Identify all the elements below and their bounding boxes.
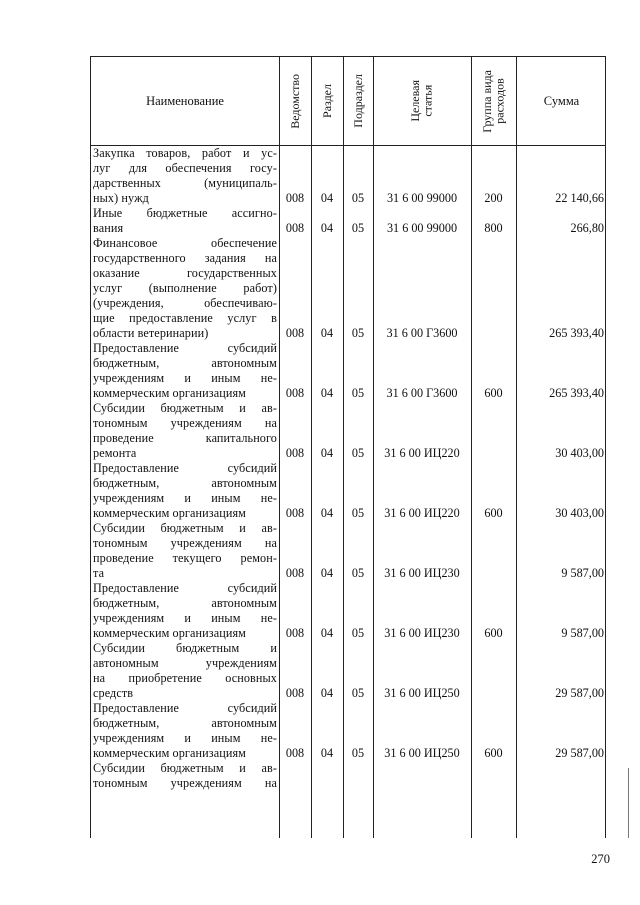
cell-ved: 008 (285, 746, 305, 760)
row-name-line: Предоставление субсидий (93, 461, 277, 475)
row-name-line: тономным учреждениям на (93, 416, 277, 430)
row-name-line: вания (93, 221, 124, 235)
cell-cel: 31 6 00 ИЦ220 (384, 506, 460, 520)
cell-sum: 9 587,00 (561, 626, 604, 640)
cell-cel: 31 6 00 99000 (386, 221, 458, 235)
header-podrazdel-label: Подраздел (350, 74, 365, 128)
header-cel-label: Целевая статья (408, 80, 435, 122)
row-name-line: Иные бюджетные ассигно- (93, 206, 277, 220)
row-name-line: та (93, 566, 105, 580)
cell-sum: 30 403,00 (555, 446, 604, 460)
row-name-line: средств (93, 686, 134, 700)
cell-ved: 008 (285, 446, 305, 460)
cell-cel: 31 6 00 Г3600 (386, 326, 458, 340)
row-name-line: луг для обеспечения госу- (93, 161, 277, 175)
cell-grp: 600 (484, 386, 503, 400)
cell-cel: 31 6 00 ИЦ220 (384, 446, 460, 460)
cell-ved: 008 (285, 686, 305, 700)
cell-sum: 30 403,00 (555, 506, 604, 520)
header-podrazdel (343, 57, 373, 145)
cell-ved: 008 (285, 566, 305, 580)
cell-razdel: 04 (320, 686, 334, 700)
cell-cel (373, 776, 471, 791)
row-name-line: автономным учреждениям (93, 656, 277, 670)
cell-podrazdel: 05 (351, 746, 365, 760)
row-name-line: тономным учреждениям на (93, 536, 277, 550)
cell-grp (471, 686, 516, 701)
cell-sum: 265 393,40 (549, 326, 604, 340)
cell-sum: 29 587,00 (555, 686, 604, 700)
row-name-line: Предоставление субсидий (93, 581, 277, 595)
row-name-line: на приобретение основных (93, 671, 277, 685)
cell-podrazdel: 05 (351, 506, 365, 520)
budget-table (90, 56, 606, 838)
row-name-line: (учреждения, обеспечиваю- (93, 296, 277, 310)
cell-razdel: 04 (320, 191, 334, 205)
row-name-line: ремонта (93, 446, 137, 460)
cell-razdel: 04 (320, 446, 334, 460)
row-name-line: Субсидии бюджетным и ав- (93, 761, 277, 775)
cell-podrazdel: 05 (351, 566, 365, 580)
cell-podrazdel: 05 (351, 446, 365, 460)
cell-ved (279, 776, 311, 791)
cell-ved: 008 (285, 326, 305, 340)
row-name-line: Субсидии бюджетным и (93, 641, 277, 655)
row-name-line: оказание государственных (93, 266, 277, 280)
cell-razdel: 04 (320, 386, 334, 400)
row-name-line: щие предоставление услуг в (93, 311, 277, 325)
cell-cel: 31 6 00 99000 (386, 191, 458, 205)
cell-podrazdel: 05 (351, 326, 365, 340)
header-razdel (311, 57, 343, 145)
row-name-line: проведение капитального (93, 431, 277, 445)
cell-ved: 008 (285, 221, 305, 235)
cell-ved: 008 (285, 386, 305, 400)
row-name-line: учреждениям и иным не- (93, 491, 277, 505)
row-name-line: учреждениям и иным не- (93, 731, 277, 745)
cell-sum: 265 393,40 (549, 386, 604, 400)
cell-sum: 9 587,00 (561, 566, 604, 580)
cell-cel: 31 6 00 ИЦ250 (384, 686, 460, 700)
header-name: Наименование (146, 93, 224, 108)
cell-grp: 600 (484, 746, 503, 760)
row-name-line: услуг (выполнение работ) (93, 281, 277, 295)
cell-sum (516, 776, 604, 791)
cell-grp (471, 446, 516, 461)
row-name-line: ных) нужд (93, 191, 149, 205)
cell-grp: 800 (484, 221, 503, 235)
cell-podrazdel: 05 (351, 626, 365, 640)
cell-sum: 266,80 (570, 221, 604, 235)
cell-podrazdel: 05 (351, 386, 365, 400)
header-cel (373, 57, 471, 145)
row-name-line: Предоставление субсидий (93, 701, 277, 715)
cell-grp (471, 566, 516, 581)
cell-cel: 31 6 00 ИЦ230 (384, 626, 460, 640)
cell-ved: 008 (285, 626, 305, 640)
cell-razdel: 04 (320, 626, 334, 640)
row-name-line: тономным учреждениям на (93, 776, 277, 790)
row-name-line: учреждениям и иным не- (93, 611, 277, 625)
cell-podrazdel: 05 (351, 686, 365, 700)
cell-cel: 31 6 00 Г3600 (386, 386, 458, 400)
cell-grp: 200 (484, 191, 503, 205)
row-name-line: Субсидии бюджетным и ав- (93, 401, 277, 415)
cell-razdel (311, 776, 343, 791)
cell-ved: 008 (285, 506, 305, 520)
row-name-line: проведение текущего ремон- (93, 551, 277, 565)
header-ved (279, 57, 311, 145)
cell-grp: 600 (484, 506, 503, 520)
row-name-line: бюджетным, автономным (93, 596, 277, 610)
cell-sum: 22 140,66 (555, 191, 604, 205)
row-name-line: Предоставление субсидий (93, 341, 277, 355)
row-name-line: области ветеринарии) (93, 326, 209, 340)
cell-podrazdel: 05 (351, 221, 365, 235)
row-name-line: коммерческим организациям (93, 626, 246, 640)
cell-razdel: 04 (320, 566, 334, 580)
cell-razdel: 04 (320, 221, 334, 235)
cell-grp (471, 776, 516, 791)
cell-grp (471, 326, 516, 341)
cell-cel: 31 6 00 ИЦ250 (384, 746, 460, 760)
page-number: 270 (591, 852, 610, 866)
cell-razdel: 04 (320, 746, 334, 760)
row-name-line: бюджетным, автономным (93, 476, 277, 490)
cell-grp: 600 (484, 626, 503, 640)
row-name-line: Финансовое обеспечение (93, 236, 277, 250)
row-name-line: коммерческим организациям (93, 506, 246, 520)
header-grp (471, 57, 516, 145)
row-name-line: Субсидии бюджетным и ав- (93, 521, 277, 535)
row-name-line: Закупка товаров, работ и ус- (93, 146, 277, 160)
header-sum: Сумма (543, 93, 580, 108)
cell-ved: 008 (285, 191, 305, 205)
header-razdel-label: Раздел (319, 84, 334, 118)
scan-edge-mark (628, 768, 629, 838)
row-name-line: коммерческим организациям (93, 746, 246, 760)
cell-razdel: 04 (320, 506, 334, 520)
cell-podrazdel: 05 (351, 191, 365, 205)
row-name-line: коммерческим организациям (93, 386, 246, 400)
row-name-line: бюджетным, автономным (93, 716, 277, 730)
cell-razdel: 04 (320, 326, 334, 340)
row-name-line: дарственных (муниципаль- (93, 176, 277, 190)
header-ved-label: Ведомство (287, 73, 302, 129)
cell-sum: 29 587,00 (555, 746, 604, 760)
row-name-line: государственного задания на (93, 251, 277, 265)
row-name-line: бюджетным, автономным (93, 356, 277, 370)
row-name-line: учреждениям и иным не- (93, 371, 277, 385)
cell-cel: 31 6 00 ИЦ230 (384, 566, 460, 580)
cell-podrazdel (343, 776, 373, 791)
header-grp-label: Группа вида расходов (479, 69, 507, 133)
